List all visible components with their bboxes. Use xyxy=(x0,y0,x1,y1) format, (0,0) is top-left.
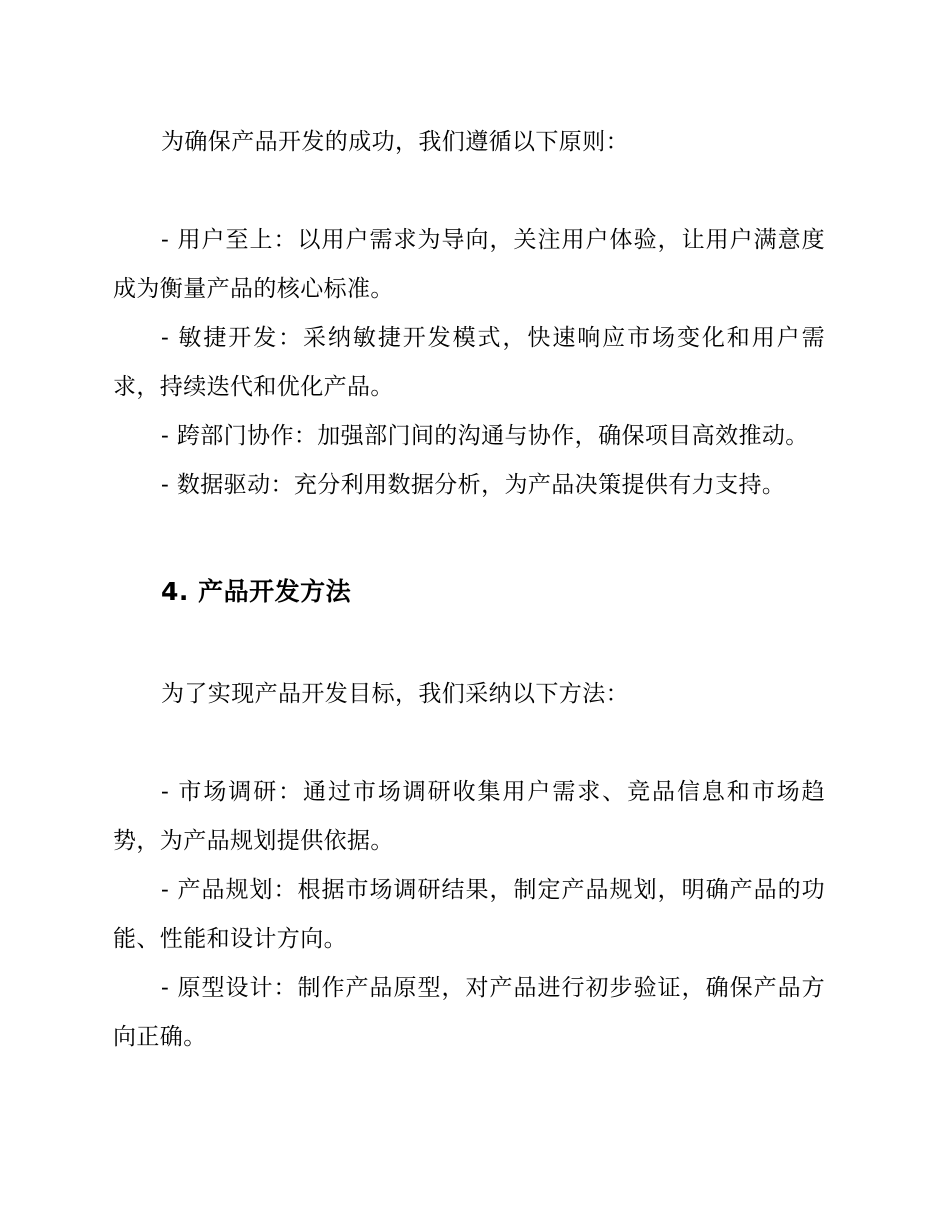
section-heading: 4. 产品开发方法 xyxy=(161,577,352,606)
principles-list xyxy=(113,216,825,510)
method-market-research: - 市场调研：通过市场调研收集用户需求、竞品信息和市场趋势，为产品规划提供依据。 xyxy=(113,779,825,854)
method-prototype-design: - 原型设计：制作产品原型，对产品进行初步验证，确保产品方向正确。 xyxy=(113,975,825,1050)
document-body xyxy=(113,118,825,1062)
principle-data-driven: - 数据驱动：充分利用数据分析，为产品决策提供有力支持。 xyxy=(161,472,786,498)
method-product-planning: - 产品规划：根据市场调研结果，制定产品规划，明确产品的功能、性能和设计方向。 xyxy=(113,877,825,952)
principle-user-first: - 用户至上：以用户需求为导向，关注用户体验，让用户满意度成为衡量产品的核心标准。 xyxy=(113,227,825,302)
principles-intro: 为确保产品开发的成功，我们遵循以下原则： xyxy=(161,129,629,155)
methods-list xyxy=(113,768,825,1062)
methods-intro: 为了实现产品开发目标，我们采纳以下方法： xyxy=(161,681,629,707)
principle-agile: - 敏捷开发：采纳敏捷开发模式，快速响应市场变化和用户需求，持续迭代和优化产品。 xyxy=(113,325,825,400)
principle-collaboration: - 跨部门协作：加强部门间的沟通与协作，确保项目高效推动。 xyxy=(161,423,809,449)
section-heading-wrap xyxy=(113,566,825,618)
